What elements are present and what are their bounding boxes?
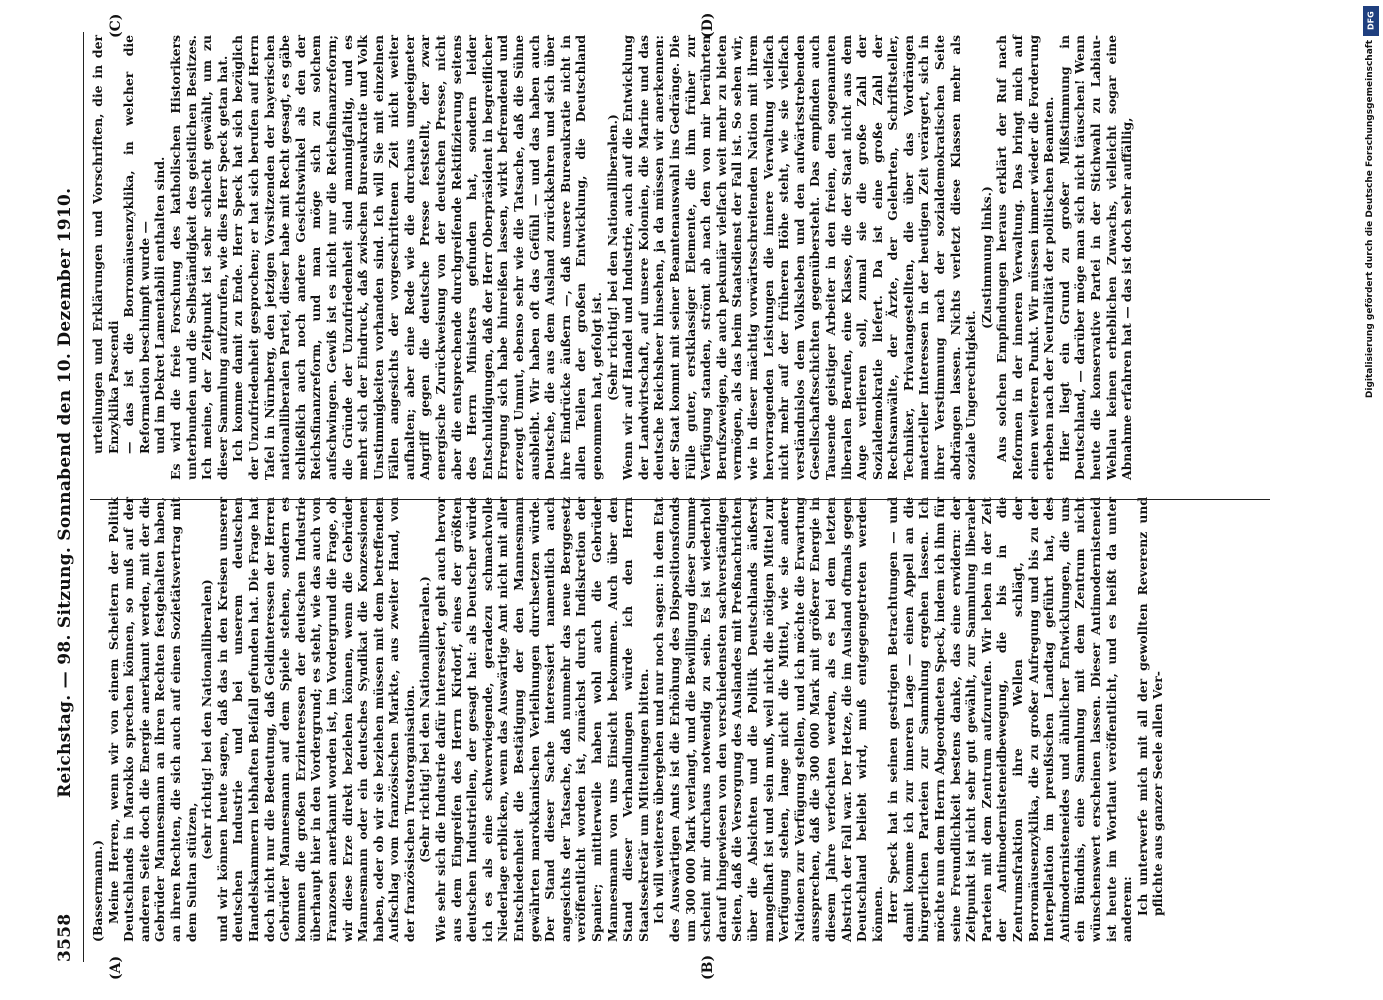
paragraph: Ich komme damit zu Ende. Herr Speck hat sich bezüglich der Unzufriedenheit gesprochen; er hat sich berufen auf Herrn Tafel in Nürnberg, den jetzigen Vorsitzenden der bayerischen nationalliberalen Partei, dieser habe mit Recht gesagt, es gäbe schließlich auch noch andere Gesichtswinkel als den der Reichsfinanzreform, und man möge sich zu solchem aufschwingen. Gewiß ist es nicht nur die Reichsfinanzreform; die Gründe der Unzufriedenheit sind mannigfaltig, und es mehrt sich der Eindruck, daß zwischen Bureaukratie und Volk Unstimmigkeiten vorhanden sind. Ich will Sie mit einzelnen Fällen angesichts der vorgeschrittenen Zeit nicht weiter aufhalten; aber eine Rede wie die durchaus ungeeigneter Angriff gegen die deutsche Presse feststellt, der zwar energische Zurückweisung von der deutschen Presse, nicht aber die entsprechende durchgreifende Rektifizierung seitens des Herrn Ministers gefunden hat, sondern leider Entschuldigungen, daß der Herr Oberpräsident in begreiflicher Erregung sich habe hinreißen lassen, wirkt befremdend und erzeugt Unmut, ebenso sehr wie die Tatsache, daß die Sühne ausbleibt. Wir haben oft das Gefühl — und das haben auch Deutsche, die aus dem Ausland zurückkehren und sich über ihre Eindrücke äußern —, daß unsere Bureaukratie nicht in allen Teilen der großen Entwicklung, die Deutschland genommen hat, gefolgt ist. — [230, 35, 604, 480]
marker-d: (D) — [700, 12, 716, 38]
paragraph: Meine Herren, wenn wir von einem Scheitern der Politik Deutschlands in Marokko sprechen können, so muß auf der anderen Seite doch die Energie anerkannt werden, mit der die Gebrüder Mannesmann an ihren Rechten festgehalten haben, an ihren Rechten, die sich auch auf einen Sozietätsvertrag mit dem Sultan stützen, — [105, 497, 199, 942]
paragraph: — das ist die Borromäusenzyklika, in welcher die Reformation beschimpft wurde — — [121, 35, 152, 454]
paragraph: Aus solchen Empfindungen heraus erklärt der Ruf nach Reformen in der inneren Verwaltung. Das bringt mich auf einen weiteren Punkt. Wir müssen immer wieder die Forderung erheben nach der Neutralität der politischen Beamten. — [994, 35, 1057, 480]
paragraph: urteilungen und Erklärungen und Vorschriften, die in der Enzyklika Pascendi — [90, 35, 121, 454]
dfg-logo: DFG — [1363, 6, 1379, 36]
marker-c: (C) — [108, 13, 124, 38]
credit-stripe — [1359, 0, 1383, 1000]
marker-a: (A) — [108, 955, 124, 980]
page-number: 3558 — [55, 913, 75, 962]
paragraph: und im Dekret Lamentabili enthalten sind. — [152, 156, 168, 454]
paragraph: Wenn wir auf Handel und Industrie, auch auf die Entwicklung der Landwirtschaft, auf unsere Kolonien, die Marine und das deutsche Reichsheer hinsehen, ja da müssen wir anerkennen: der Staat kommt mit seiner Beamtenauswahl ins Gedränge. Die Fülle guter, erstklassiger Elemente, die ihm früher zur Verfügung standen, strömt ab nach den von mir berührten Berufszweigen, die auch pekuniär vielfach weit mehr zu bieten vermögen, als das beim Staatsdienst der Fall ist. So sehen wir, wie in dieser mächtig vorwärtsschreitenden Nation mit ihrem hervorragenden Leistungen die innere Verwaltung vielfach nicht mehr auf der früheren Höhe steht, wie sie vielfach verständnislos dem Volksleben und den aufwärtsstrebenden Gesellschaftsschichten gegenübersteht. Das empfinden auch Tausende geistiger Arbeiter in den freien, den sogenannten liberalen Berufen, eine Klasse, die der Staat nicht aus dem Auge verlieren soll, zumal sie die große Zahl der Sozialdemokratie liefert. Da ist eine große Zahl der Rechtsanwälte, der Ärzte, der Gelehrten, Schriftsteller, Techniker, Privatangestellten, die über das Vordrängen materieller Interessen in der heutigen Zeit verärgert, sich in ihrer Verstimmung nach der sozialdemokratischen Seite abdrängen lassen. Nichts verletzt diese Klassen mehr als soziale Ungerechtigkeit. — [620, 35, 979, 480]
column-divider — [90, 499, 1270, 500]
marker-b: (B) — [700, 954, 716, 980]
left-column — [90, 497, 1166, 942]
header-rule — [83, 32, 84, 962]
paragraph: Es wird die freie Forschung des katholischen Historikers unterbunden und die Selbständigkeit des geistlichen Besitzes. Ich meine, der Zeitpunkt ist sehr schlecht gewählt, um zu dieser Sammlung aufzurufen, wie dies Herr Speck getan hat. — [167, 35, 230, 480]
paragraph: und wir können heute sagen, daß das in den Kreisen unserer deutschen Industrie und bei unserem deutschen Handelskammern lebhaften Beifall gefunden hat. Die Frage hat doch nicht nur die Bedeutung, daß Geldinteressen der Herren Gebrüder Mannesmann auf dem Spiele stehen, sondern es kommen die großen Erzinteressen der deutschen Industrie überhaupt hier in den Vordergrund; es steht, wie das auch von Franzosen anerkannt worden ist, im Vordergrund die Frage, ob wir diese Erze direkt beziehen können, wenn die Gebrüder Mannesmann oder ein deutsches Syndikat die Konzessionen haben, oder ob wir sie beziehen müssen mit dem betreffenden Aufschlag vom französischen Markte, aus zweiter Hand, von der französischen Trustorganisation. — [214, 497, 417, 942]
paragraph: (Sehr richtig! bei den Nationalliberalen.) — [604, 114, 620, 401]
paragraph: (sehr richtig! bei den Nationalliberalen) — [199, 579, 215, 860]
paragraph: Hier liegt ein Grund zu großer Mißstimmung in Deutschland, — darüber möge man sich nicht täuschen! Wenn heute die konservative Partei in der Stichwahl zu Labiau-Wehlau keinen erheblichen Zuwachs, vielleicht sogar eine Abnahme erfahren hat — das ist doch sehr auffällig, — [1056, 35, 1135, 480]
page-title: Reichstag. — 98. Sitzung. Sonnabend den 10. Dezember 1910. — [55, 187, 75, 798]
digitization-credit: Digitalisierung gefördert durch die Deutsche Forschungsgemeinschaft — [1365, 40, 1375, 399]
page-header — [50, 32, 80, 962]
paragraph: (Bassermann.) — [90, 839, 105, 942]
paragraph: (Zustimmung links.) — [978, 186, 994, 329]
paragraph: Wie sehr sich die Industrie dafür interessiert, geht auch hervor aus dem Eingreifen des Herrn Kirdorf, eines der größten deutschen Industriellen, der gesagt hat: als Deutscher würde ich es als eine schwerwiegende, geradezu schmachvolle Niederlage erblicken, wenn das Auswärtige Amt nicht mit aller Entschiedenheit die Bestätigung der den Mannesmann gewährten marokkanischen Verleihungen durchsetzen würde. Der Stand dieser Sache interessiert namentlich auch angesichts der Tatsache, daß nunmehr das neue Berggesetz veröffentlicht worden ist, zunächst durch Indiskretion der Spanier; mittlerweile haben wohl auch die Gebrüder Mannesmann von uns Einsicht bekommen. Auch über den Stand dieser Verhandlungen würde ich den Herrn Staatssekretär um Mitteilungen bitten. — [433, 497, 651, 942]
right-column — [90, 35, 1135, 480]
paragraph: Ich unterwerfe mich mit all der gewollten Reverenz und pflichte aus ganzer Seele allen Ver- — [1134, 497, 1166, 916]
paragraph: Herr Speck hat in seinen gestrigen Betrachtungen — und damit komme ich zur inneren Lage — einen Appell an die bürgerlichen Parteien zur Sammlung ergehen lassen. Ich möchte nun dem Herrn Abgeordneten Speck, indem ich ihm für seine Freundlichkeit bestens danke, das eine erwidern: der Zeitpunkt ist nicht sehr gut gewählt, zur Sammlung liberaler Parteien mit dem Zentrum aufzurufen. Wir leben in der Zeit der Antimodernisteneidbewegung, die bis in die Zentrumsfraktion ihre Wellen schlägt, der Borromäusenzyklika, die zu großer Aufregung und bis zu der Interpellation im preußischen Landtag geführt hat, des Antimodernisteneides und ähnlicher Entwicklungen, die uns ein Bündnis, eine Sammlung mit dem Zentrum nicht wünschenswert erscheinen lassen. Dieser Antimodernisteneid ist heute im Wortlaut veröffentlicht, und es heißt da unter anderem: — [885, 497, 1135, 942]
paragraph: (Sehr richtig! bei den Nationalliberalen.) — [417, 576, 433, 863]
paragraph: Ich will weiteres übergehen und nur noch sagen: in dem Etat des Auswärtigen Amts ist die Erhöhung des Dispositionsfonds um 300 000 Mark verlangt, und die Bewilligung dieser Summe scheint mir durchaus notwendig zu sein. Es ist wiederholt darauf hingewiesen von den verschiedensten sachverständigen Seiten, daß die Versorgung des Auslandes mit Preßnachrichten über die Absichten und die Politik Deutschlands äußerst mangelhaft ist und sein muß, weil nicht die nötigen Mittel zur Verfügung stehen, lange nicht die Mittel, wie sie andere Nationen zur Verfügung stellen, und ich möchte die Erwartung aussprechen, daß die 300 000 Mark mit größerer Energie in diesem Jahre verfochten werden, als es bei dem letzten Abstrich der Fall war. Der Hetze, die im Ausland oftmals gegen Deutschland beliebt wird, muß entgegengetreten werden können. — [651, 497, 885, 942]
